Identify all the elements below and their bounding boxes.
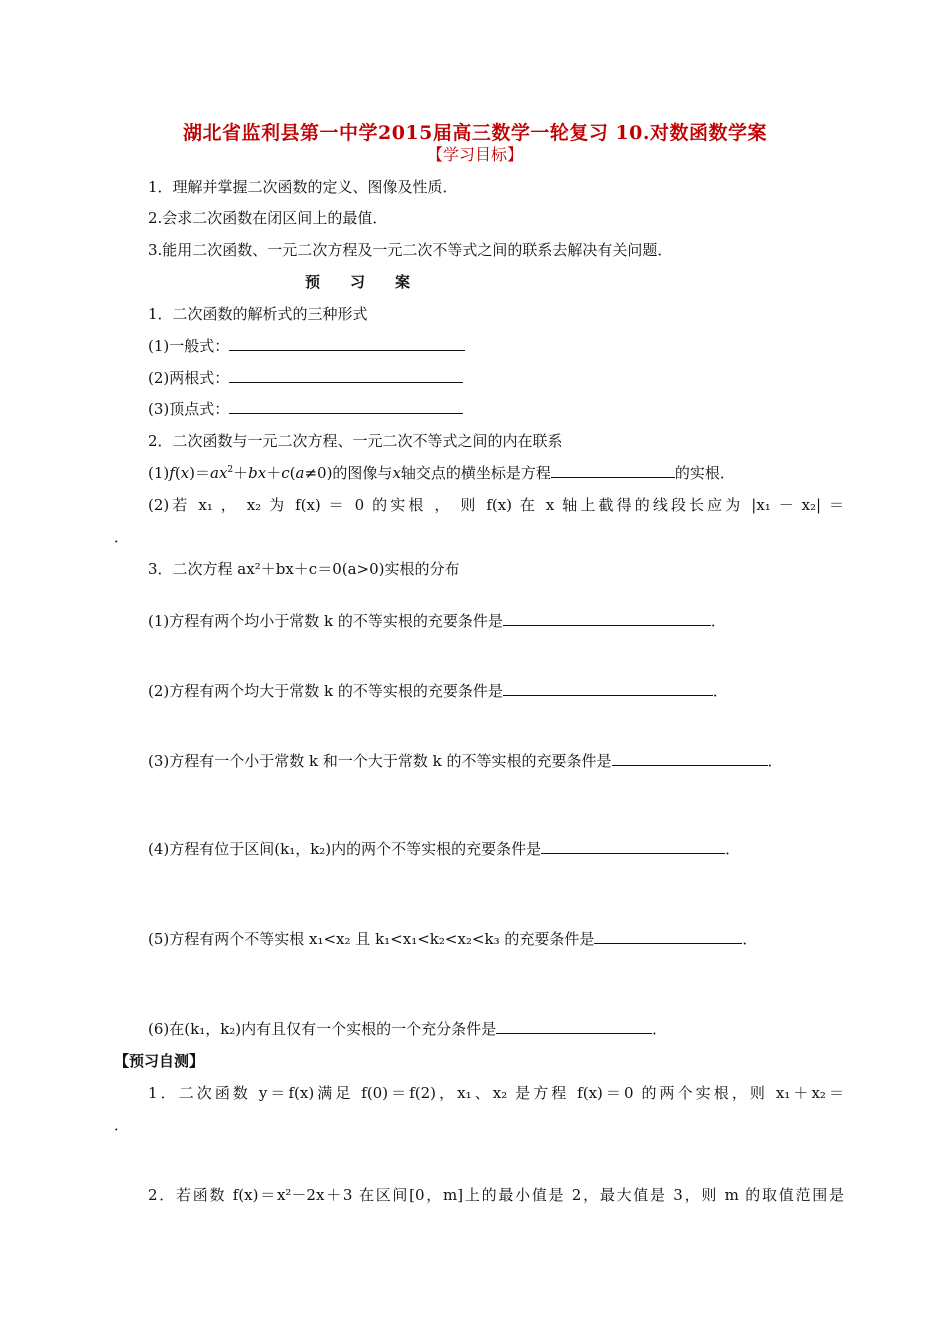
selftest-2: 2．若函数 f(x)＝x²－2x＋3 在区间[0，m]上的最小值是 2，最大值是 3，则 m 的取值范围是 bbox=[148, 1186, 844, 1204]
answer-blank[interactable] bbox=[503, 611, 711, 626]
answer-blank[interactable] bbox=[229, 336, 465, 351]
q3-item-1 bbox=[148, 610, 726, 631]
q3-stem: 3．二次方程 ax²＋bx＋c＝0(a>0)实根的分布 bbox=[148, 560, 460, 578]
q3-item-2-text: (2)方程有两个均大于常数 k 的不等实根的充要条件是 bbox=[148, 682, 503, 700]
q3-item-5-text: (5)方程有两个不等实根 x₁<x₂ 且 k₁<x₁<k₂<x₂<k₃ 的充要条件是 bbox=[148, 930, 595, 948]
period: ． bbox=[725, 840, 741, 858]
answer-blank[interactable] bbox=[496, 1019, 652, 1034]
objectives-heading: 【学习目标】 bbox=[426, 145, 523, 164]
q3-item-4-text: (4)方程有位于区间(k₁，k₂)内的两个不等实根的充要条件是 bbox=[148, 840, 542, 858]
q2-item-2-end: ． bbox=[114, 528, 130, 546]
q3-item-3 bbox=[148, 750, 783, 771]
objective-2: 2.会求二次函数在闭区间上的最值． bbox=[148, 209, 388, 227]
selftest-1: 1．二次函数 y＝f(x)满足 f(0)＝f(2)，x₁、x₂ 是方程 f(x)＝0 的两个实根，则 x₁＋x₂＝ bbox=[148, 1084, 844, 1102]
q3-item-4 bbox=[148, 838, 740, 859]
answer-blank[interactable] bbox=[503, 681, 713, 696]
q3-item-3-text: (3)方程有一个小于常数 k 和一个大于常数 k 的不等实根的充要条件是 bbox=[148, 752, 612, 770]
q2-item-1-text-c: 的实根． bbox=[674, 464, 735, 482]
preview-heading: 预习案 bbox=[305, 273, 441, 291]
q2-item-1-number: (1) bbox=[148, 464, 170, 482]
q2-stem: 2．二次函数与一元二次方程、一元二次不等式之间的内在联系 bbox=[148, 432, 563, 450]
q3-item-5 bbox=[148, 928, 757, 949]
q1-item-roots bbox=[148, 367, 463, 388]
answer-blank[interactable] bbox=[612, 751, 768, 766]
objective-1: 1．理解并掌握二次函数的定义、图像及性质． bbox=[148, 178, 458, 196]
q1-item-general bbox=[148, 335, 465, 356]
period: ． bbox=[652, 1020, 668, 1038]
period: ． bbox=[710, 612, 726, 630]
page-title: 湖北省监利县第一中学2015届高三数学一轮复习 10.对数函数学案 bbox=[182, 122, 768, 144]
q3-item-6-text: (6)在(k₁，k₂)内有且仅有一个实根的一个充分条件是 bbox=[148, 1020, 497, 1038]
q1-stem: 1．二次函数的解析式的三种形式 bbox=[148, 305, 368, 323]
q2-item-1-text-b: 轴交点的横坐标是方程 bbox=[400, 464, 551, 482]
selftest-heading: 【预习自测】 bbox=[114, 1052, 205, 1070]
q2-item-2: (2)若 x₁ ， x₂ 为 f(x) ＝ 0 的实根 ， 则 f(x) 在 x 轴上截得的线段长应为 |x₁ － x₂| ＝ bbox=[148, 496, 844, 514]
period: ． bbox=[712, 682, 728, 700]
period: ． bbox=[742, 930, 758, 948]
q3-item-1-text: (1)方程有两个均小于常数 k 的不等实根的充要条件是 bbox=[148, 612, 503, 630]
q1-item-roots-label: (2)两根式： bbox=[148, 369, 230, 387]
q2-item-1-text-a: 的图像与 bbox=[332, 464, 393, 482]
q3-item-2 bbox=[148, 680, 728, 701]
period: ． bbox=[767, 752, 783, 770]
selftest-1-end: ． bbox=[114, 1116, 130, 1134]
answer-blank[interactable] bbox=[229, 368, 463, 383]
q1-item-vertex bbox=[148, 398, 463, 419]
q1-item-general-label: (1)一般式： bbox=[148, 337, 230, 355]
answer-blank[interactable] bbox=[541, 839, 725, 854]
q1-item-vertex-label: (3)顶点式： bbox=[148, 400, 230, 418]
answer-blank[interactable] bbox=[551, 463, 675, 478]
q3-item-6 bbox=[148, 1018, 667, 1039]
answer-blank[interactable] bbox=[229, 399, 463, 414]
objective-3: 3.能用二次函数、一元二次方程及一元二次不等式之间的联系去解决有关问题． bbox=[148, 241, 673, 259]
answer-blank[interactable] bbox=[594, 929, 742, 944]
q2-item-1: $(1)f(x)=ax^2+bx+c(a\ne 0)$的图像与x轴交点的横坐标是方程 的实根． bbox=[148, 464, 735, 482]
